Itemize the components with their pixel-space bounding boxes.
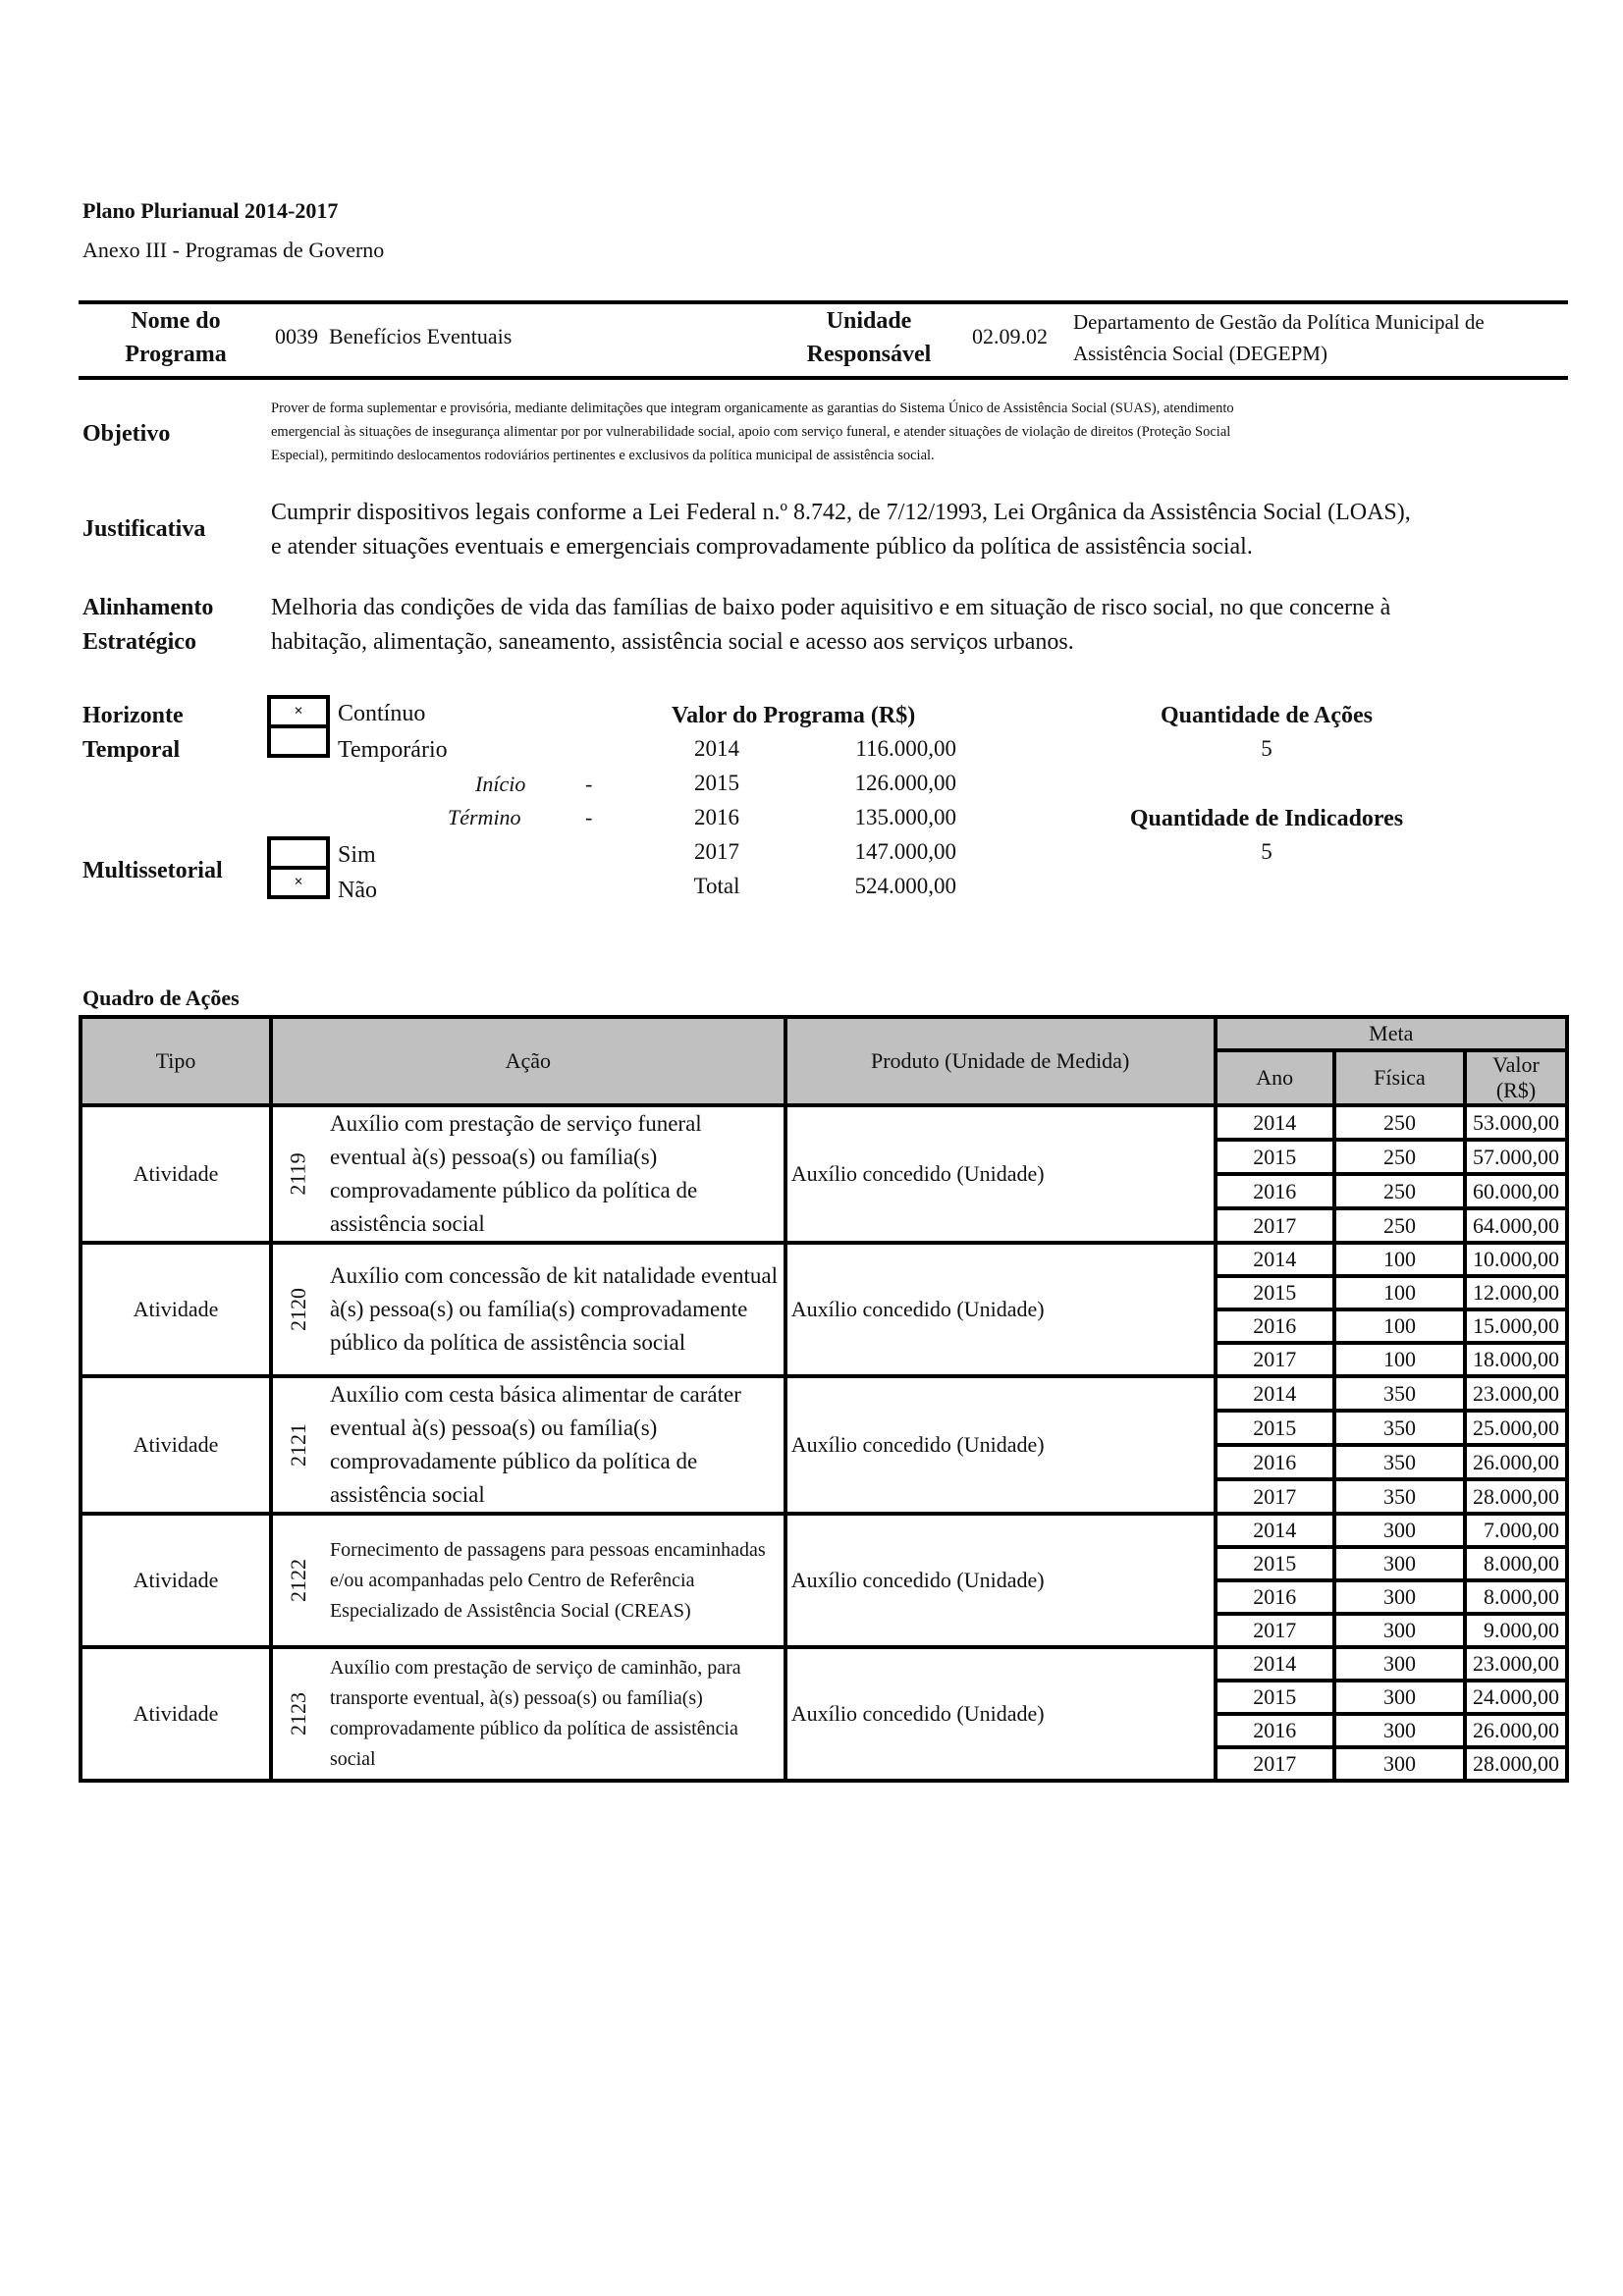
qtd-indicadores-value: 5 <box>1261 839 1272 864</box>
continuo-checkbox[interactable]: × <box>267 695 330 728</box>
meta-valor: 12.000,00 <box>1465 1276 1567 1309</box>
meta-ano: 2016 <box>1216 1714 1334 1747</box>
meta-fisica: 250 <box>1334 1174 1465 1208</box>
valor-year: 2015 <box>694 771 739 795</box>
table-row <box>81 1376 1567 1411</box>
horizonte-label <box>82 699 184 768</box>
meta-ano: 2015 <box>1216 1547 1334 1580</box>
acao-produto: Auxílio concedido (Unidade) <box>785 1243 1216 1376</box>
meta-ano: 2014 <box>1216 1514 1334 1547</box>
program-label <box>102 304 249 371</box>
acao-codigo <box>271 1105 324 1243</box>
program-title <box>275 324 512 349</box>
meta-valor: 8.000,00 <box>1465 1547 1567 1580</box>
horizonte-label-line1: Horizonte <box>82 703 184 728</box>
multissetorial-label: Multissetorial <box>82 858 223 883</box>
acao-codigo <box>271 1514 324 1647</box>
inicio-label: Início <box>475 772 526 796</box>
meta-ano: 2014 <box>1216 1647 1334 1681</box>
justificativa-line: e atender situações eventuais e emergenciais comprovadamente público da política de assistência social. <box>271 534 1253 560</box>
acao-codigo-text: 2123 <box>285 1692 310 1735</box>
objetivo-line: emergencial às situações de insegurança alimentar por por vulnerabilidade social, apoio com serviço funeral, e atender situações de violação de direitos (Proteção Social <box>271 424 1231 440</box>
acao-tipo: Atividade <box>81 1243 271 1376</box>
meta-fisica: 250 <box>1334 1140 1465 1174</box>
continuo-label: Contínuo <box>338 701 426 726</box>
acao-descricao: Auxílio com cesta básica alimentar de caráter eventual à(s) pessoa(s) ou família(s) comprovadamente público da política de assistência social <box>324 1376 785 1514</box>
objetivo-label: Objetivo <box>82 421 171 447</box>
nao-checkbox[interactable]: × <box>267 866 330 899</box>
meta-ano: 2017 <box>1216 1479 1334 1514</box>
acao-descricao: Auxílio com concessão de kit natalidade eventual à(s) pessoa(s) ou família(s) comprovadamente público da política de assistência social <box>324 1243 785 1376</box>
meta-fisica: 300 <box>1334 1647 1465 1681</box>
objetivo-line: Especial), permitindo deslocamentos rodoviários pertinentes e exclusivos da política municipal de assistência social. <box>271 448 935 463</box>
meta-fisica: 350 <box>1334 1376 1465 1411</box>
quadro-title: Quadro de Ações <box>82 986 240 1010</box>
acao-produto: Auxílio concedido (Unidade) <box>785 1105 1216 1243</box>
meta-fisica: 100 <box>1334 1276 1465 1309</box>
temporario-checkbox[interactable] <box>267 724 330 758</box>
meta-fisica: 300 <box>1334 1747 1465 1781</box>
col-tipo: Tipo <box>81 1017 271 1105</box>
valor-total-row <box>672 874 956 908</box>
meta-valor: 9.000,00 <box>1465 1614 1567 1647</box>
unit-name-line1: Departamento de Gestão da Política Municipal de <box>1073 310 1485 334</box>
col-ano: Ano <box>1216 1050 1334 1105</box>
meta-valor: 23.000,00 <box>1465 1376 1567 1411</box>
col-meta: Meta <box>1216 1017 1568 1050</box>
document-title: Plano Plurianual 2014-2017 <box>82 198 339 223</box>
sim-label: Sim <box>338 842 376 868</box>
acao-produto: Auxílio concedido (Unidade) <box>785 1647 1216 1781</box>
meta-ano: 2014 <box>1216 1243 1334 1276</box>
acao-tipo: Atividade <box>81 1514 271 1647</box>
col-acao: Ação <box>271 1017 785 1105</box>
meta-ano: 2017 <box>1216 1208 1334 1243</box>
meta-ano: 2017 <box>1216 1747 1334 1781</box>
valor-total-amount: 524.000,00 <box>854 874 956 898</box>
meta-valor: 18.000,00 <box>1465 1343 1567 1376</box>
valor-year: 2017 <box>694 839 739 864</box>
col-fisica: Física <box>1334 1050 1465 1105</box>
meta-fisica: 350 <box>1334 1411 1465 1445</box>
meta-fisica: 250 <box>1334 1208 1465 1243</box>
meta-ano: 2016 <box>1216 1309 1334 1343</box>
valor-row <box>672 805 956 839</box>
acao-descricao: Auxílio com prestação de serviço de caminhão, para transporte eventual, à(s) pessoa(s) ou família(s) comprovadamente público da política de assistência social <box>324 1647 785 1781</box>
acao-produto: Auxílio concedido (Unidade) <box>785 1514 1216 1647</box>
meta-fisica: 300 <box>1334 1514 1465 1547</box>
meta-valor: 23.000,00 <box>1465 1647 1567 1681</box>
acao-descricao: Auxílio com prestação de serviço funeral eventual à(s) pessoa(s) ou família(s) comprovadamente público da política de assistência social <box>324 1105 785 1243</box>
meta-fisica: 250 <box>1334 1105 1465 1140</box>
valor-row <box>672 736 956 771</box>
meta-ano: 2014 <box>1216 1376 1334 1411</box>
meta-valor: 15.000,00 <box>1465 1309 1567 1343</box>
acoes-table <box>79 1015 1569 1783</box>
qtd-acoes-value: 5 <box>1261 736 1272 761</box>
acao-tipo: Atividade <box>81 1647 271 1781</box>
unit-name-line2: Assistência Social (DEGEPM) <box>1073 342 1327 365</box>
meta-ano: 2016 <box>1216 1174 1334 1208</box>
meta-ano: 2015 <box>1216 1681 1334 1714</box>
valor-row <box>672 771 956 805</box>
valor-amount: 147.000,00 <box>854 839 956 864</box>
objetivo-line: Prover de forma suplementar e provisória, mediante delimitações que integram organicamente as garantias do Sistema Único de Assistência Social (SUAS), atendimento <box>271 400 1234 416</box>
alinhamento-label-line2: Estratégico <box>82 629 196 655</box>
meta-ano: 2016 <box>1216 1580 1334 1614</box>
acao-codigo <box>271 1647 324 1781</box>
sim-checkbox[interactable] <box>267 836 330 870</box>
meta-valor: 7.000,00 <box>1465 1514 1567 1547</box>
unit-label-line2: Responsável <box>806 342 932 367</box>
meta-valor: 25.000,00 <box>1465 1411 1567 1445</box>
valor-year: 2014 <box>694 736 739 761</box>
qtd-indicadores-label: Quantidade de Indicadores <box>1129 806 1404 831</box>
acao-tipo: Atividade <box>81 1105 271 1243</box>
meta-ano: 2017 <box>1216 1614 1334 1647</box>
table-row <box>81 1243 1567 1276</box>
program-label-line2: Programa <box>125 342 227 367</box>
meta-ano: 2015 <box>1216 1276 1334 1309</box>
program-label-line1: Nome do <box>131 308 221 334</box>
alinhamento-label <box>82 591 213 660</box>
unit-label-line1: Unidade <box>826 308 912 334</box>
table-row <box>81 1647 1567 1681</box>
acao-tipo: Atividade <box>81 1376 271 1514</box>
meta-valor: 64.000,00 <box>1465 1208 1567 1243</box>
meta-fisica: 300 <box>1334 1614 1465 1647</box>
valor-total-label: Total <box>693 874 740 898</box>
col-produto: Produto (Unidade de Medida) <box>785 1017 1216 1105</box>
acao-codigo <box>271 1243 324 1376</box>
termino-label: Término <box>448 805 521 829</box>
valor-amount: 126.000,00 <box>854 771 956 795</box>
objetivo-text <box>271 397 1567 467</box>
alinhamento-text <box>271 591 1577 660</box>
document-subtitle: Anexo III - Programas de Governo <box>82 238 385 262</box>
col-valor: Valor (R$) <box>1465 1050 1567 1105</box>
acao-codigo-text: 2121 <box>285 1423 310 1467</box>
acoes-body <box>81 1105 1567 1781</box>
valor-amount: 116.000,00 <box>855 736 956 761</box>
acao-codigo-text: 2120 <box>285 1288 310 1331</box>
horizonte-label-line2: Temporal <box>82 737 181 763</box>
alinhamento-label-line1: Alinhamento <box>82 595 214 620</box>
unit-name <box>1073 306 1485 369</box>
inicio-value: - <box>585 772 593 796</box>
program-code: 0039 <box>275 324 318 348</box>
alinhamento-line: Melhoria das condições de vida das famílias de baixo poder aquisitivo e em situação de risco social, no que concerne à <box>271 595 1391 620</box>
acao-produto: Auxílio concedido (Unidade) <box>785 1376 1216 1514</box>
meta-valor: 60.000,00 <box>1465 1174 1567 1208</box>
meta-fisica: 300 <box>1334 1580 1465 1614</box>
meta-valor: 10.000,00 <box>1465 1243 1567 1276</box>
valor-programa-title: Valor do Programa (R$) <box>672 703 916 728</box>
header-row <box>81 1017 1567 1050</box>
meta-fisica: 300 <box>1334 1681 1465 1714</box>
meta-ano: 2016 <box>1216 1445 1334 1479</box>
meta-fisica: 100 <box>1334 1309 1465 1343</box>
meta-valor: 26.000,00 <box>1465 1445 1567 1479</box>
temporario-label: Temporário <box>338 737 448 763</box>
meta-valor: 26.000,00 <box>1465 1714 1567 1747</box>
program-name: Benefícios Eventuais <box>329 324 513 348</box>
meta-valor: 8.000,00 <box>1465 1580 1567 1614</box>
meta-ano: 2017 <box>1216 1343 1334 1376</box>
termino-value: - <box>585 805 593 829</box>
header-bottom-rule <box>79 376 1568 380</box>
meta-valor: 28.000,00 <box>1465 1479 1567 1514</box>
meta-fisica: 350 <box>1334 1445 1465 1479</box>
acao-descricao: Fornecimento de passagens para pessoas encaminhadas e/ou acompanhadas pelo Centro de Referência Especializado de Assistência Social (CREAS) <box>324 1514 785 1647</box>
meta-ano: 2015 <box>1216 1411 1334 1445</box>
valor-year: 2016 <box>694 805 739 829</box>
meta-fisica: 300 <box>1334 1714 1465 1747</box>
meta-valor: 24.000,00 <box>1465 1681 1567 1714</box>
justificativa-label: Justificativa <box>82 516 206 542</box>
valor-programa-table <box>672 736 956 908</box>
acao-codigo-text: 2119 <box>285 1152 310 1196</box>
meta-fisica: 300 <box>1334 1547 1465 1580</box>
unit-label <box>785 304 952 371</box>
justificativa-text <box>271 496 1577 564</box>
meta-fisica: 350 <box>1334 1479 1465 1514</box>
alinhamento-line: habitação, alimentação, saneamento, assistência social e acesso aos serviços urbanos. <box>271 629 1074 655</box>
justificativa-line: Cumprir dispositivos legais conforme a Lei Federal n.º 8.742, de 7/12/1993, Lei Orgânica da Assistência Social (LOAS), <box>271 500 1411 525</box>
acao-codigo <box>271 1376 324 1514</box>
meta-valor: 57.000,00 <box>1465 1140 1567 1174</box>
valor-amount: 135.000,00 <box>854 805 956 829</box>
table-row <box>81 1514 1567 1547</box>
meta-fisica: 100 <box>1334 1243 1465 1276</box>
unit-code: 02.09.02 <box>972 324 1048 348</box>
valor-row <box>672 839 956 874</box>
nao-label: Não <box>338 878 377 903</box>
meta-valor: 28.000,00 <box>1465 1747 1567 1781</box>
table-row <box>81 1105 1567 1140</box>
meta-fisica: 100 <box>1334 1343 1465 1376</box>
acao-codigo-text: 2122 <box>285 1559 310 1602</box>
qtd-acoes-label: Quantidade de Ações <box>1160 703 1374 728</box>
meta-valor: 53.000,00 <box>1465 1105 1567 1140</box>
meta-ano: 2015 <box>1216 1140 1334 1174</box>
meta-ano: 2014 <box>1216 1105 1334 1140</box>
